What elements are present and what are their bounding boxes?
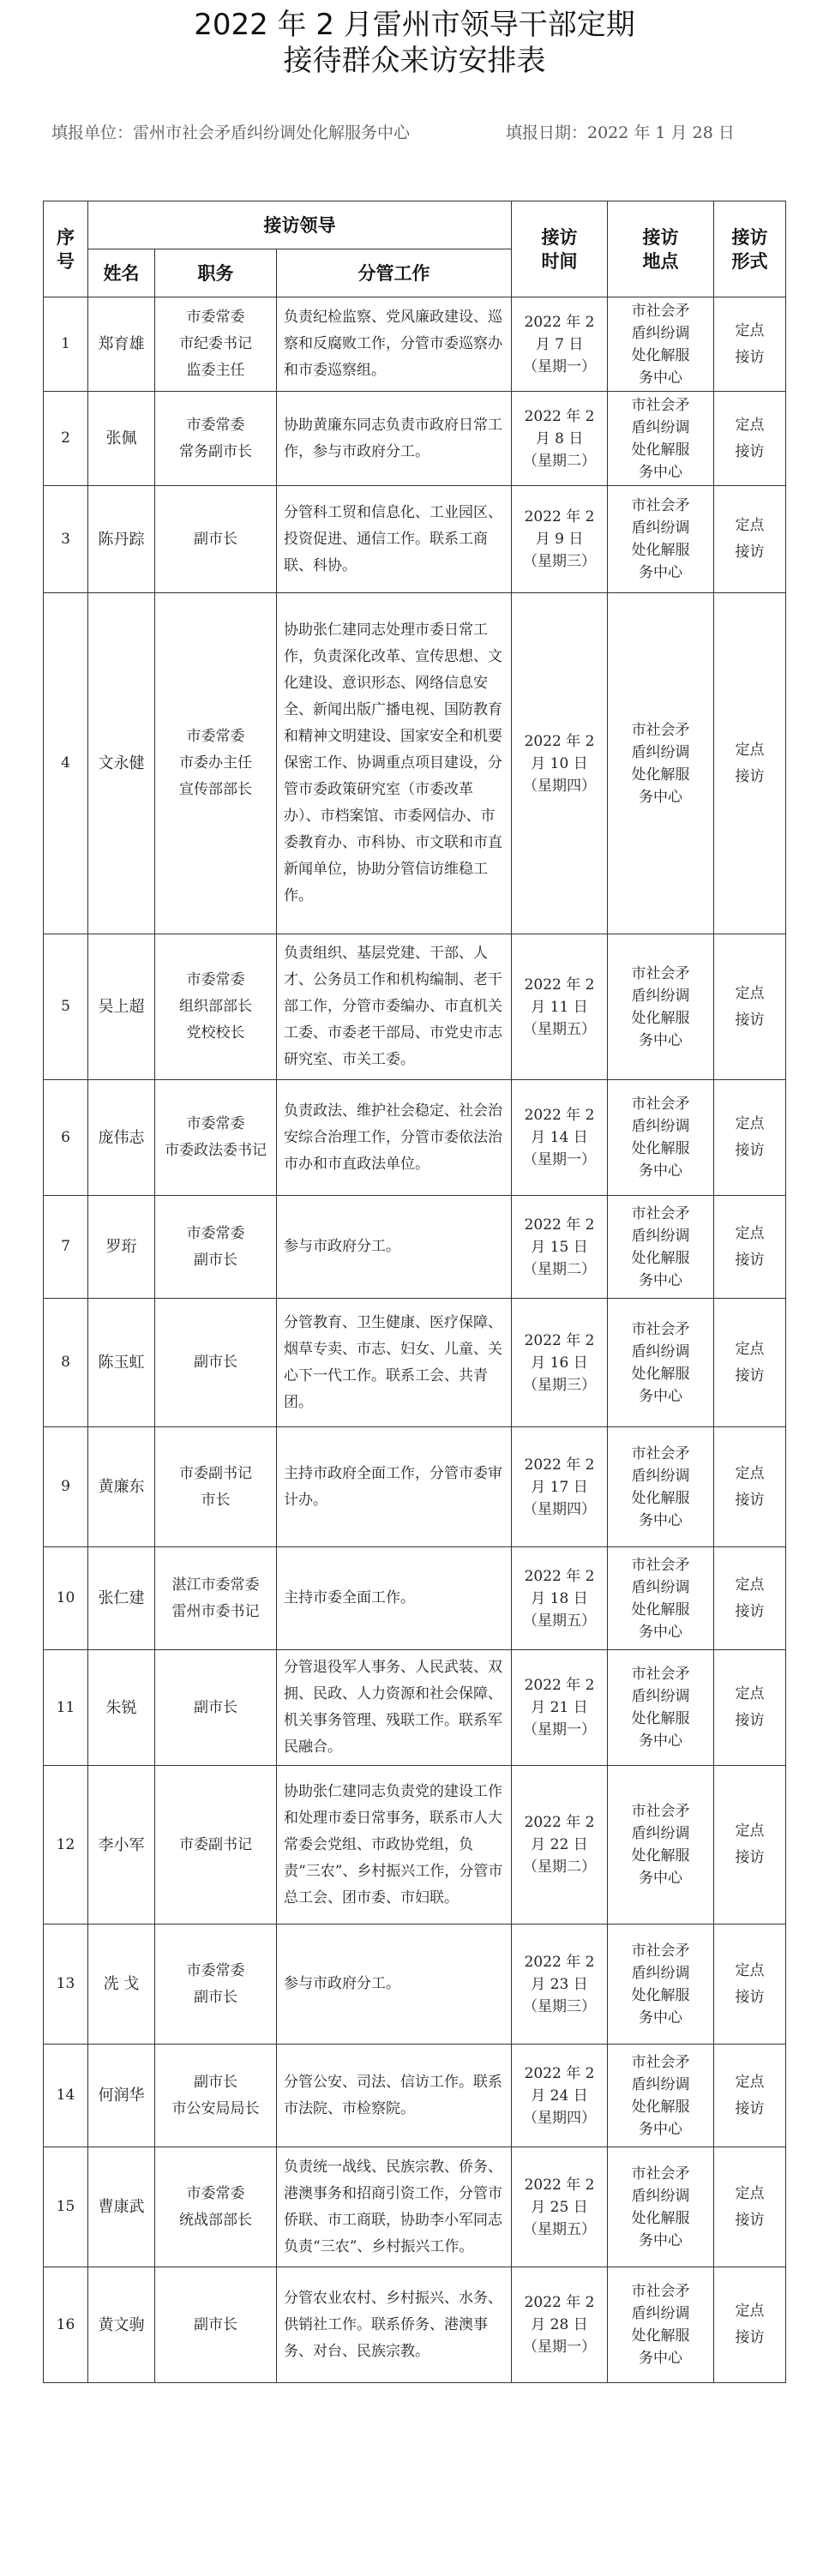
cell-name: 黄文驹 xyxy=(88,2267,155,2383)
cell-name: 张仁建 xyxy=(88,1547,155,1650)
cell-name: 陈丹踪 xyxy=(88,486,155,593)
cell-duty: 协助张仁建同志负责党的建设工作和处理市委日常事务，联系市人大常委会党组、市政协党组，负责“三农”、乡村振兴工作，分管市总工会、团市委、市妇联。 xyxy=(277,1766,512,1924)
cell-place: 市社会矛 盾纠纷调 处化解服 务中心 xyxy=(608,1924,714,2045)
cell-place: 市社会矛 盾纠纷调 处化解服 务中心 xyxy=(608,593,714,934)
cell-place: 市社会矛 盾纠纷调 处化解服 务中心 xyxy=(608,392,714,486)
cell-place: 市社会矛 盾纠纷调 处化解服 务中心 xyxy=(608,486,714,593)
cell-time: 2022 年 2 月 21 日 （星期一） xyxy=(512,1650,608,1766)
cell-place: 市社会矛 盾纠纷调 处化解服 务中心 xyxy=(608,2045,714,2147)
cell-seq: 2 xyxy=(44,392,88,486)
cell-duty: 参与市政府分工。 xyxy=(277,1924,512,2045)
cell-position: 市委常委 市委办主任 宣传部部长 xyxy=(155,593,277,934)
cell-position: 市委常委 常务副市长 xyxy=(155,392,277,486)
cell-time: 2022 年 2 月 9 日 （星期三） xyxy=(512,486,608,593)
cell-name: 朱锐 xyxy=(88,1650,155,1766)
cell-time: 2022 年 2 月 18 日 （星期五） xyxy=(512,1547,608,1650)
report-meta xyxy=(51,120,789,146)
cell-duty: 负责统一战线、民族宗教、侨务、港澳事务和招商引资工作，分管市侨联、市工商联，协助李小军同志负责“三农”、乡村振兴工作。 xyxy=(277,2147,512,2267)
cell-duty: 分管退役军人事务、人民武装、双拥、民政、人力资源和社会保障、机关事务管理、残联工作。联系军民融合。 xyxy=(277,1650,512,1766)
report-unit: 填报单位：雷州市社会矛盾纠纷调处化解服务中心 xyxy=(51,123,411,142)
cell-form: 定点 接访 xyxy=(714,297,786,392)
cell-place: 市社会矛 盾纠纷调 处化解服 务中心 xyxy=(608,1196,714,1299)
cell-seq: 5 xyxy=(44,934,88,1080)
cell-place: 市社会矛 盾纠纷调 处化解服 务中心 xyxy=(608,2147,714,2267)
cell-duty: 负责组织、基层党建、干部、人才、公务员工作和机构编制、老干部工作，分管市委编办、市直机关工委、市委老干部局、市党史市志研究室、市关工委。 xyxy=(277,934,512,1080)
cell-position: 湛江市委常委 雷州市委书记 xyxy=(155,1547,277,1650)
cell-time: 2022 年 2 月 22 日 （星期二） xyxy=(512,1766,608,1924)
cell-duty: 分管科工贸和信息化、工业园区、投资促进、通信工作。联系工商联、科协。 xyxy=(277,486,512,593)
cell-duty: 分管农业农村、乡村振兴、水务、供销社工作。联系侨务、港澳事务、对台、民族宗教。 xyxy=(277,2267,512,2383)
header-place: 接访 地点 xyxy=(608,201,714,297)
table-row xyxy=(44,593,786,934)
table-row xyxy=(44,2147,786,2267)
cell-name: 张佩 xyxy=(88,392,155,486)
cell-seq: 13 xyxy=(44,1924,88,2045)
cell-time: 2022 年 2 月 14 日 （星期一） xyxy=(512,1080,608,1196)
cell-seq: 8 xyxy=(44,1299,88,1427)
cell-form: 定点 接访 xyxy=(714,934,786,1080)
cell-form: 定点 接访 xyxy=(714,2267,786,2383)
cell-seq: 12 xyxy=(44,1766,88,1924)
cell-form: 定点 接访 xyxy=(714,1924,786,2045)
cell-place: 市社会矛 盾纠纷调 处化解服 务中心 xyxy=(608,1299,714,1427)
header-leader: 接访领导 xyxy=(88,201,512,249)
cell-place: 市社会矛 盾纠纷调 处化解服 务中心 xyxy=(608,1547,714,1650)
table-row xyxy=(44,1766,786,1924)
cell-duty: 分管教育、卫生健康、医疗保障、烟草专卖、市志、妇女、儿童、关心下一代工作。联系工会、共青团。 xyxy=(277,1299,512,1427)
table-row xyxy=(44,1196,786,1299)
cell-duty: 参与市政府分工。 xyxy=(277,1196,512,1299)
cell-place: 市社会矛 盾纠纷调 处化解服 务中心 xyxy=(608,1766,714,1924)
cell-position: 市委常委 市纪委书记 监委主任 xyxy=(155,297,277,392)
cell-name: 黄廉东 xyxy=(88,1427,155,1547)
cell-seq: 11 xyxy=(44,1650,88,1766)
cell-duty: 协助黄廉东同志负责市政府日常工作，参与市政府分工。 xyxy=(277,392,512,486)
cell-duty: 负责纪检监察、党风廉政建设、巡察和反腐败工作，分管市委巡察办和市委巡察组。 xyxy=(277,297,512,392)
header-time: 接访 时间 xyxy=(512,201,608,297)
cell-time: 2022 年 2 月 24 日 （星期四） xyxy=(512,2045,608,2147)
header-form: 接访 形式 xyxy=(714,201,786,297)
cell-form: 定点 接访 xyxy=(714,392,786,486)
table-row xyxy=(44,1427,786,1547)
table-row xyxy=(44,1547,786,1650)
cell-time: 2022 年 2 月 28 日 （星期一） xyxy=(512,2267,608,2383)
cell-seq: 3 xyxy=(44,486,88,593)
cell-seq: 9 xyxy=(44,1427,88,1547)
cell-form: 定点 接访 xyxy=(714,1080,786,1196)
cell-position: 副市长 市公安局局长 xyxy=(155,2045,277,2147)
cell-name: 文永健 xyxy=(88,593,155,934)
cell-duty: 负责政法、维护社会稳定、社会治安综合治理工作，分管市委依法治市办和市直政法单位。 xyxy=(277,1080,512,1196)
cell-seq: 6 xyxy=(44,1080,88,1196)
cell-form: 定点 接访 xyxy=(714,1196,786,1299)
cell-duty: 主持市政府全面工作，分管市委审计办。 xyxy=(277,1427,512,1547)
cell-form: 定点 接访 xyxy=(714,1427,786,1547)
cell-time: 2022 年 2 月 8 日 （星期二） xyxy=(512,392,608,486)
cell-place: 市社会矛 盾纠纷调 处化解服 务中心 xyxy=(608,2267,714,2383)
table-row xyxy=(44,2267,786,2383)
header-seq: 序 号 xyxy=(44,201,88,297)
table-row xyxy=(44,486,786,593)
table-row xyxy=(44,392,786,486)
cell-place: 市社会矛 盾纠纷调 处化解服 务中心 xyxy=(608,1650,714,1766)
report-date: 填报日期：2022 年 1 月 28 日 xyxy=(506,123,735,142)
cell-position: 市委副书记 市长 xyxy=(155,1427,277,1547)
cell-place: 市社会矛 盾纠纷调 处化解服 务中心 xyxy=(608,1427,714,1547)
cell-place: 市社会矛 盾纠纷调 处化解服 务中心 xyxy=(608,934,714,1080)
cell-position: 副市长 xyxy=(155,1299,277,1427)
cell-name: 曹康武 xyxy=(88,2147,155,2267)
cell-position: 市委常委 副市长 xyxy=(155,1924,277,2045)
cell-duty: 分管公安、司法、信访工作。联系市法院、市检察院。 xyxy=(277,2045,512,2147)
table-row xyxy=(44,1650,786,1766)
cell-form: 定点 接访 xyxy=(714,486,786,593)
cell-position: 副市长 xyxy=(155,486,277,593)
page-title: 2022 年 2 月雷州市领导干部定期 xyxy=(194,8,635,42)
cell-position: 副市长 xyxy=(155,2267,277,2383)
cell-seq: 14 xyxy=(44,2045,88,2147)
table-row xyxy=(44,297,786,392)
cell-position: 市委常委 统战部部长 xyxy=(155,2147,277,2267)
cell-place: 市社会矛 盾纠纷调 处化解服 务中心 xyxy=(608,1080,714,1196)
cell-name: 罗珩 xyxy=(88,1196,155,1299)
cell-duty: 主持市委全面工作。 xyxy=(277,1547,512,1650)
cell-seq: 15 xyxy=(44,2147,88,2267)
cell-form: 定点 接访 xyxy=(714,1766,786,1924)
cell-position: 市委常委 副市长 xyxy=(155,1196,277,1299)
header-name: 姓名 xyxy=(88,249,155,297)
cell-time: 2022 年 2 月 17 日 （星期四） xyxy=(512,1427,608,1547)
cell-form: 定点 接访 xyxy=(714,2147,786,2267)
header-duty: 分管工作 xyxy=(277,249,512,297)
cell-name: 郑育雄 xyxy=(88,297,155,392)
cell-seq: 4 xyxy=(44,593,88,934)
cell-time: 2022 年 2 月 15 日 （星期二） xyxy=(512,1196,608,1299)
cell-place: 市社会矛 盾纠纷调 处化解服 务中心 xyxy=(608,297,714,392)
cell-form: 定点 接访 xyxy=(714,1547,786,1650)
cell-name: 何润华 xyxy=(88,2045,155,2147)
cell-form: 定点 接访 xyxy=(714,1299,786,1427)
cell-form: 定点 接访 xyxy=(714,593,786,934)
cell-position: 副市长 xyxy=(155,1650,277,1766)
cell-name: 陈玉虹 xyxy=(88,1299,155,1427)
cell-seq: 16 xyxy=(44,2267,88,2383)
table-row xyxy=(44,934,786,1080)
cell-position: 市委副书记 xyxy=(155,1766,277,1924)
cell-time: 2022 年 2 月 7 日 （星期一） xyxy=(512,297,608,392)
cell-name: 冼 戈 xyxy=(88,1924,155,2045)
header-position: 职务 xyxy=(155,249,277,297)
cell-time: 2022 年 2 月 11 日 （星期五） xyxy=(512,934,608,1080)
cell-seq: 7 xyxy=(44,1196,88,1299)
cell-form: 定点 接访 xyxy=(714,2045,786,2147)
cell-position: 市委常委 市委政法委书记 xyxy=(155,1080,277,1196)
reception-schedule-table xyxy=(43,201,786,2383)
cell-name: 李小军 xyxy=(88,1766,155,1924)
page-subtitle: 接待群众来访安排表 xyxy=(283,44,546,78)
cell-position: 市委常委 组织部部长 党校校长 xyxy=(155,934,277,1080)
cell-name: 庞伟志 xyxy=(88,1080,155,1196)
cell-seq: 10 xyxy=(44,1547,88,1650)
cell-time: 2022 年 2 月 10 日 （星期四） xyxy=(512,593,608,934)
cell-time: 2022 年 2 月 25 日 （星期五） xyxy=(512,2147,608,2267)
cell-time: 2022 年 2 月 16 日 （星期三） xyxy=(512,1299,608,1427)
cell-name: 吴上超 xyxy=(88,934,155,1080)
cell-seq: 1 xyxy=(44,297,88,392)
table-row xyxy=(44,1299,786,1427)
table-row xyxy=(44,1080,786,1196)
cell-time: 2022 年 2 月 23 日 （星期三） xyxy=(512,1924,608,2045)
cell-duty: 协助张仁建同志处理市委日常工作，负责深化改革、宣传思想、文化建设、意识形态、网络信息安全、新闻出版广播电视、国防教育和精神文明建设、国家安全和机要保密工作、协调重点项目建设，分管市委政策研究室（市委改革办）、市档案馆、市委网信办、市委教育办、市科协、市文联和市直新闻单位，协助分管信访维稳工作。 xyxy=(277,593,512,934)
table-row xyxy=(44,1924,786,2045)
table-row xyxy=(44,2045,786,2147)
cell-form: 定点 接访 xyxy=(714,1650,786,1766)
